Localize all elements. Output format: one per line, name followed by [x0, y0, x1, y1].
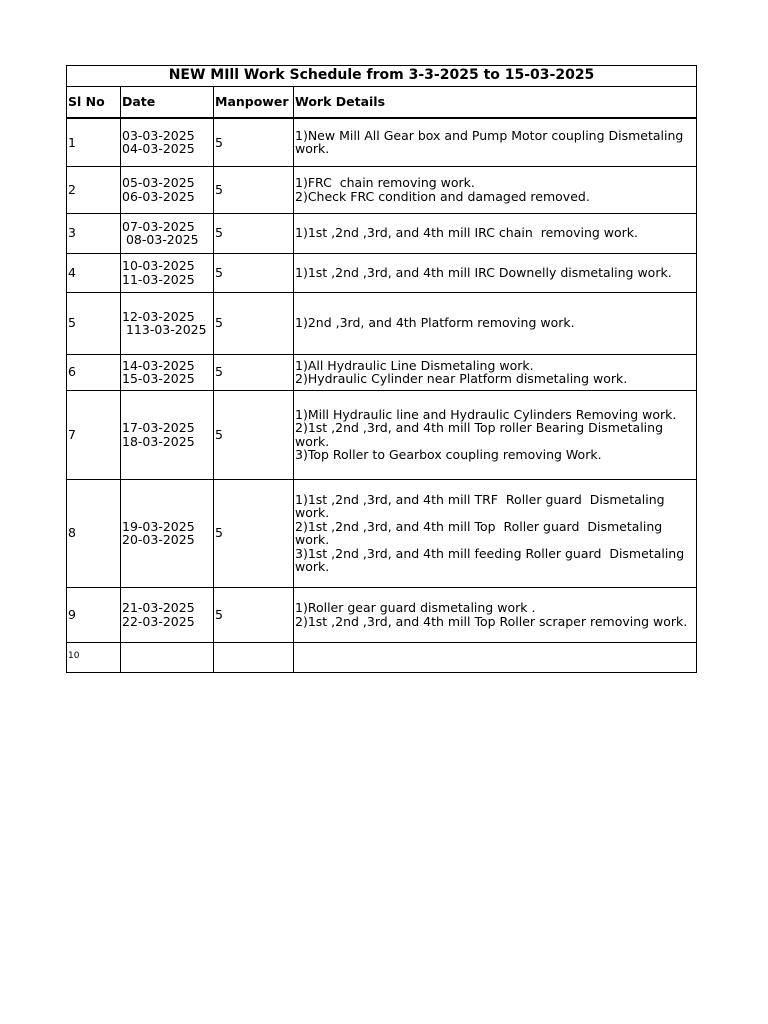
cell-date [121, 479, 214, 587]
work-item: 3)Top Roller to Gearbox coupling removing Work. [295, 447, 602, 462]
cell-work-details [294, 118, 697, 166]
cell-date [121, 292, 214, 354]
table-row [67, 642, 697, 672]
date-line: 17-03-2025 [122, 420, 195, 435]
header-sl-no: Sl No [67, 87, 121, 119]
cell-manpower: 5 [214, 292, 294, 354]
cell-date [121, 166, 214, 213]
cell-date [121, 118, 214, 166]
table-row [67, 213, 697, 253]
cell-sl-no: 5 [67, 292, 121, 354]
cell-manpower: 5 [214, 213, 294, 253]
date-line: 20-03-2025 [122, 532, 195, 547]
work-item: 2)1st ,2nd ,3rd, and 4th mill Top Roller scraper removing work. [295, 613, 688, 629]
cell-date [121, 354, 214, 390]
date-line: 04-03-2025 [122, 141, 195, 157]
work-item: 1)Mill Hydraulic line and Hydraulic Cylinders Removing work. [295, 406, 677, 422]
date-line: 19-03-2025 [122, 518, 195, 534]
cell-work-details [294, 642, 697, 672]
header-date: Date [121, 87, 214, 119]
cell-date [121, 213, 214, 253]
cell-sl-no: 2 [67, 166, 121, 213]
cell-work-details [294, 213, 697, 253]
cell-sl-no: 1 [67, 118, 121, 166]
table-row [67, 253, 697, 292]
date-line: 05-03-2025 [122, 175, 195, 190]
work-item: 1)FRC chain removing work. [295, 175, 475, 190]
cell-work-details [294, 253, 697, 292]
date-line: 113-03-2025 [122, 322, 207, 337]
date-line: 08-03-2025 [122, 232, 199, 247]
work-item: 1)1st ,2nd ,3rd, and 4th mill IRC chain removing work. [295, 225, 639, 241]
cell-sl-no: 6 [67, 354, 121, 390]
header-row [67, 87, 697, 119]
cell-sl-no: 7 [67, 390, 121, 479]
cell-sl-no: 3 [67, 213, 121, 253]
cell-sl-no: 8 [67, 479, 121, 587]
work-item: 2)Hydraulic Cylinder near Platform dismetaling work. [295, 371, 628, 386]
cell-manpower: 5 [214, 479, 294, 587]
cell-manpower: 5 [214, 390, 294, 479]
work-schedule-table [66, 65, 697, 673]
table-row [67, 390, 697, 479]
table-row [67, 479, 697, 587]
cell-date [121, 253, 214, 292]
cell-work-details [294, 166, 697, 213]
date-line: 12-03-2025 [122, 308, 195, 324]
date-line: 11-03-2025 [122, 271, 195, 287]
table-row [67, 292, 697, 354]
cell-sl-no: 9 [67, 587, 121, 642]
date-line: 21-03-2025 [122, 600, 195, 615]
cell-date [121, 642, 214, 672]
work-item: 2)Check FRC condition and damaged removed. [295, 188, 590, 204]
work-item: 1)1st ,2nd ,3rd, and 4th mill TRF Roller guard Dismetaling work. [295, 491, 669, 520]
date-line: 15-03-2025 [122, 371, 195, 386]
work-item: 2)1st ,2nd ,3rd, and 4th mill Top Roller guard Dismetaling work. [295, 518, 667, 547]
date-line: 14-03-2025 [122, 357, 195, 373]
cell-work-details [294, 354, 697, 390]
cell-sl-no: 4 [67, 253, 121, 292]
work-item: 1)New Mill All Gear box and Pump Motor coupling Dismetaling work. [295, 127, 688, 157]
table-row [67, 166, 697, 213]
work-item: 3)1st ,2nd ,3rd, and 4th mill feeding Roller guard Dismetaling work. [295, 545, 689, 574]
cell-manpower: 5 [214, 166, 294, 213]
table-row [67, 587, 697, 642]
date-line: 22-03-2025 [122, 613, 195, 629]
cell-manpower [214, 642, 294, 672]
cell-work-details [294, 479, 697, 587]
cell-date [121, 390, 214, 479]
cell-date [121, 587, 214, 642]
date-line: 10-03-2025 [122, 258, 195, 273]
date-line: 07-03-2025 [122, 218, 195, 234]
cell-sl-no: 10 [67, 642, 121, 672]
header-manpower: Manpower [214, 87, 294, 119]
cell-work-details [294, 587, 697, 642]
work-item: 1)All Hydraulic Line Dismetaling work. [295, 357, 534, 373]
cell-manpower: 5 [214, 354, 294, 390]
schedule-title: NEW MIll Work Schedule from 3-3-2025 to 15-03-2025 [67, 66, 697, 87]
cell-work-details [294, 390, 697, 479]
table-row [67, 118, 697, 166]
cell-manpower: 5 [214, 118, 294, 166]
cell-work-details [294, 292, 697, 354]
date-line: 03-03-2025 [122, 127, 195, 143]
date-line: 06-03-2025 [122, 188, 195, 204]
title-row [67, 66, 697, 87]
table-row [67, 354, 697, 390]
work-item: 2)1st ,2nd ,3rd, and 4th mill Top roller Bearing Dismetaling work. [295, 420, 667, 449]
work-item: 1)1st ,2nd ,3rd, and 4th mill IRC Downelly dismetaling work. [295, 264, 672, 280]
work-item: 1)2nd ,3rd, and 4th Platform removing work. [295, 315, 575, 331]
date-line: 18-03-2025 [122, 433, 195, 449]
work-item: 1)Roller gear guard dismetaling work . [295, 600, 536, 615]
cell-manpower: 5 [214, 587, 294, 642]
cell-manpower: 5 [214, 253, 294, 292]
header-work-details: Work Details [294, 87, 697, 119]
